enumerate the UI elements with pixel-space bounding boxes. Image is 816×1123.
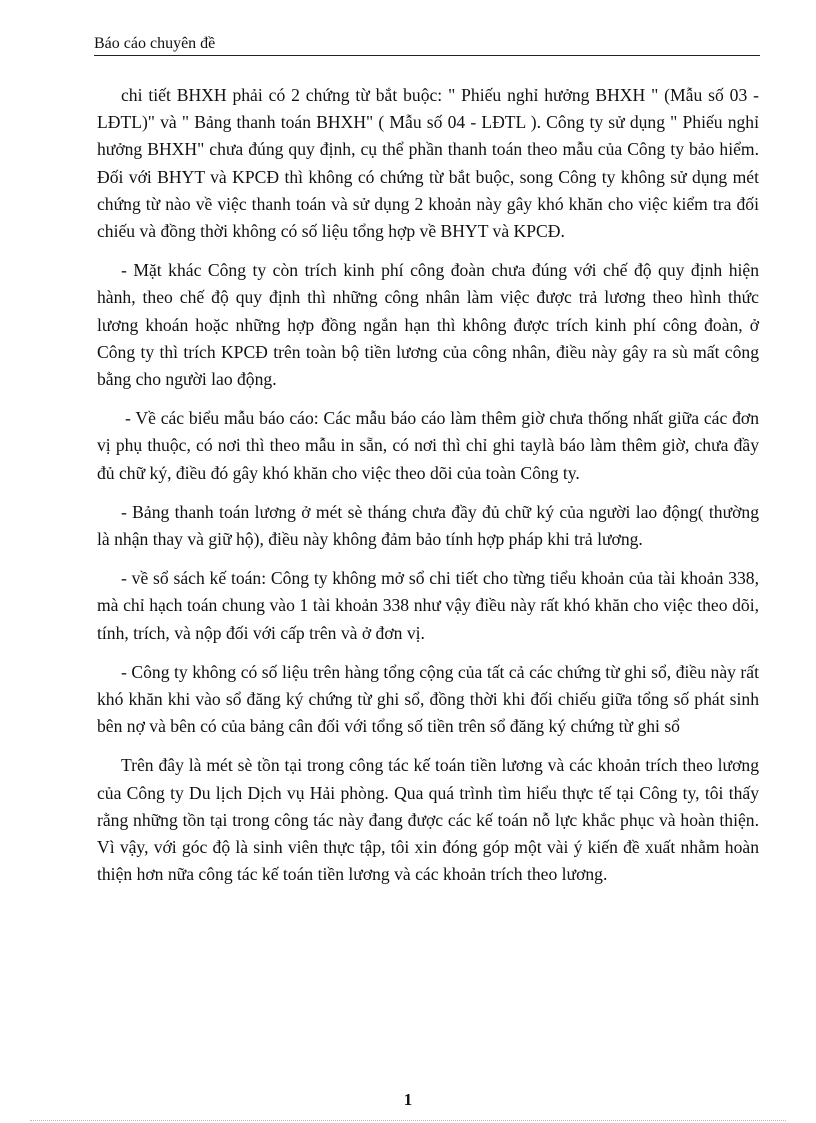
paragraph-voucher-totals: - Công ty không có số liệu trên hàng tổng cộng của tất cả các chứng từ ghi sổ, điều này rất khó khăn khi vào sổ đăng ký chứng từ ghi sổ, đồng thời khi đối chiếu giữa tổng số phát sinh bên nợ và bên có của bảng cân đối với tổng số tiền trên sổ đăng ký chứng từ ghi sổ [97,661,759,737]
paragraph-bhxh-documents: chi tiết BHXH phải có 2 chứng từ bắt buộc: " Phiếu nghỉ hưởng BHXH " (Mẫu số 03 - LĐTL)" và " Bảng thanh toán BHXH" ( Mẫu số 04 - LĐTL ). Công ty sử dụng " Phiếu nghỉ hưởng BHXH" chưa đúng quy định, cụ thể phần thanh toán theo mẫu của Công ty bảo hiểm. Đối với BHYT và KPCĐ thì không có chứng từ bắt buộc, song Công ty không sử dụng mét chứng từ nào về việc thanh toán và sử dụng 2 khoản này gây khó khăn cho việc kiểm tra đối chiếu và đồng thời không có số liệu tổng hợp về BHYT và KPCĐ. [97,85,759,242]
page-number: 1 [403,1090,413,1109]
paragraph-report-forms: - Về các biểu mẫu báo cáo: Các mẫu báo cáo làm thêm giờ chưa thống nhất giữa các đơn vị phụ thuộc, có nơi thì theo mẫu in sẵn, có nơi thì chỉ ghi taylà báo làm thêm giờ, chưa đầy đủ chữ ký, điều đó gây khó khăn cho việc theo dõi của toàn Công ty. [97,408,759,483]
document-body [97,82,759,900]
page-header: Báo cáo chuyên đề [94,34,760,56]
paragraph-accounting-books: - về sổ sách kế toán: Công ty không mở sổ chi tiết cho từng tiểu khoản của tài khoản 338, mà chỉ hạch toán chung vào 1 tài khoản 338 như vậy điều này rất khó khăn cho việc theo dõi, tính, trích, và nộp đối với cấp trên và ở đơn vị. [97,568,759,643]
paragraph-union-fee: - Mặt khác Công ty còn trích kinh phí công đoàn chưa đúng với chế độ quy định hiện hành, theo chế độ quy định thì những công nhân làm việc được trả lương theo hình thức lương khoán hoặc những hợp đồng ngắn hạn thì không được trích kinh phí công đoàn, ở Công ty thì trích KPCĐ trên toàn bộ tiền lương của công nhân, điều này gây ra sù mất công bằng cho người lao động. [97,260,759,390]
paragraph-conclusion: Trên đây là mét sè tồn tại trong công tác kế toán tiền lương và các khoản trích theo lương của Công ty Du lịch Dịch vụ Hải phòng. Qua quá trình tìm hiểu thực tế tại Công ty, tôi thấy rằng những tồn tại trong công tác này đang được các kế toán nỗ lực khắc phục và hoàn thiện. Vì vậy, với góc độ là sinh viên thực tập, tôi xin đóng góp một vài ý kiến đề xuất nhằm hoàn thiện hơn nữa công tác kế toán tiền lương và các khoản trích theo lương. [97,755,759,885]
paragraph-payroll-signatures: - Bảng thanh toán lương ở mét sè tháng chưa đầy đủ chữ ký của người lao động( thường là nhận thay và giữ hộ), điều này không đảm bảo tính hợp pháp khi trả lương. [97,501,759,550]
footer-divider [30,1120,786,1121]
